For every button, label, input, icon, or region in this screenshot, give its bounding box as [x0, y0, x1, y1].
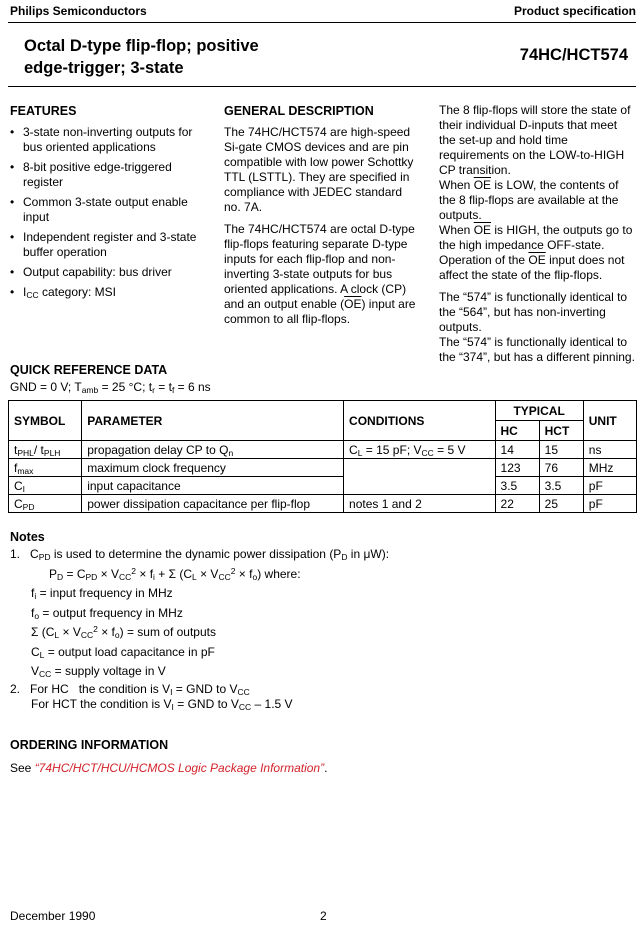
table-row	[9, 441, 637, 459]
hct-cell: 15	[539, 441, 583, 459]
feature-item: • Independent register and 3-state buffer operation	[10, 230, 210, 260]
hc-cell: 22	[495, 495, 539, 513]
feature-item: • Output capability: bus driver	[10, 265, 210, 280]
ordering-heading: ORDERING INFORMATION	[10, 738, 169, 752]
gd-paragraph-1: The 74HC/HCT574 are high-speed Si-gate CMOS devices and are pin compatible with low power Schottky TTL (LSTTL). They are specified in compliance with JEDEC standard no. 7A.	[224, 125, 414, 214]
ordering-see: See	[10, 761, 35, 775]
col-hc: HC	[495, 421, 539, 441]
parameter-cell: propagation delay CP to $Q_n$	[82, 441, 344, 459]
c3-paragraph-5: The “574” is functionally identical to the “374”, but has a different pinning.	[439, 335, 635, 364]
icc-text: category: MSI	[38, 285, 116, 299]
quick-reference-table	[8, 400, 637, 513]
symbol-cell: $C_{PD}$	[9, 495, 82, 513]
unit-cell: pF	[583, 495, 636, 513]
header-rule	[8, 22, 636, 23]
unit-cell: pF	[583, 477, 636, 495]
hc-cell: 14	[495, 441, 539, 459]
parameter-cell: power dissipation capacitance per flip-flop	[82, 495, 344, 513]
gd-paragraph-2	[224, 222, 420, 327]
gd-p2-oe: $\overline{OE}$	[344, 297, 362, 311]
qrd-cond-b: = 25 °C; t	[98, 380, 153, 394]
note-2-line-2: For HCT the condition is V	[31, 696, 172, 711]
gd-p2-b: ) input are common to all flip-flops.	[224, 297, 416, 326]
col-conditions: CONDITIONS	[344, 401, 495, 441]
col-symbol: SYMBOL	[9, 401, 82, 441]
c3-paragraph-1: The 8 flip-flops will store the state of their individual D-inputs that meet the set-up and hold time requirements on the LOW-to-HIGH CP transition.	[439, 103, 631, 177]
c3-paragraph-4: The “574” is functionally identical to the “564”, but has non-inverting outputs.	[439, 290, 628, 334]
col-hct: HCT	[539, 421, 583, 441]
symbol-cell: $f_{max}$	[9, 459, 82, 477]
parameter-cell: maximum clock frequency	[82, 459, 344, 477]
note-1-formula: $P_D = C_{PD} \times V_{CC}^2 \times f_i + \Sigma$ $(C_L \times V_{CC}^2 \times f_o)$ where:	[49, 565, 301, 582]
col-parameter: PARAMETER	[82, 401, 344, 441]
conditions-cell: notes 1 and 2	[344, 495, 495, 513]
note-1-fo: $f_o$ = output frequency in MHz	[31, 605, 183, 621]
features-heading: FEATURES	[10, 104, 77, 118]
general-description-heading: GENERAL DESCRIPTION	[224, 104, 374, 118]
part-number: 74HC/HCT574	[519, 46, 628, 64]
hct-cell: 3.5	[539, 477, 583, 495]
c3-p3-b: is HIGH, the outputs go to the high impedance OFF-state. Operation of the	[439, 223, 633, 267]
c3-p2-b: is LOW, the contents of the 8 flip-flops are available at the outputs.	[439, 178, 619, 222]
ordering-text	[10, 761, 327, 775]
document-title	[24, 35, 259, 79]
ordering-link[interactable]: “74HC/HCT/HCU/HCMOS Logic Package Information”	[34, 761, 325, 775]
feature-item	[10, 285, 210, 300]
note-1-fi: $f_i$ = input frequency in MHz	[31, 586, 173, 601]
table-row	[9, 477, 637, 495]
page-number: 2	[320, 909, 327, 923]
symbol-cell: $t_{PHL}/$ $t_{PLH}$	[9, 441, 82, 459]
hc-cell: 3.5	[495, 477, 539, 495]
hc-cell: 123	[495, 459, 539, 477]
param-text: propagation delay CP to Q	[87, 442, 229, 457]
hct-cell: 25	[539, 495, 583, 513]
ordering-period: .	[324, 761, 328, 775]
icc-sub: CC	[26, 290, 39, 300]
title-line-1: Octal D-type flip-flop; positive	[24, 37, 259, 55]
c3-p3-oe2: $\overline{OE}$	[528, 253, 546, 267]
title-rule	[8, 86, 636, 87]
note-2-second: For HCT the condition is $V_I$ = GND to $V_{CC} - 1.5$ V	[31, 696, 293, 712]
note-2-tail: – 1.5 V	[251, 696, 293, 711]
note-1: 1. $C_{PD}$ is used to determine the dynamic power dissipation ($P_D$ in μW):	[10, 547, 390, 562]
company-name: Philips Semiconductors	[10, 4, 147, 18]
note-1-number: 1.	[10, 547, 21, 561]
c3-paragraph-3	[439, 223, 637, 283]
qrd-heading: QUICK REFERENCE DATA	[10, 363, 168, 377]
parameter-cell: input capacitance	[82, 477, 344, 495]
col-typical: TYPICAL	[495, 401, 583, 421]
note-1-sum: Σ $(C_L \times V_{CC}^2 \times f_o)$ = sum of outputs	[31, 624, 216, 640]
unit-cell: MHz	[583, 459, 636, 477]
c3-p3-a: When	[439, 223, 474, 237]
conditions-cell	[344, 459, 495, 477]
conditions-cell: $C_L = 15$ pF; $V_{CC} = 5$ V	[344, 441, 495, 459]
document-type: Product specification	[513, 4, 636, 18]
c3-p3-c: input does not affect the state of the flip-flops.	[439, 253, 625, 282]
feature-item: • 8-bit positive edge-triggered register	[10, 160, 210, 190]
gd-p2-a: The 74HC/HCT574 are octal D-type flip-flops featuring separate D-type inputs for each flip-flop and non-inverting 3-state outputs for bus oriented applications. A clock (CP) and an output enable (	[224, 222, 415, 311]
conditions-cell	[344, 477, 495, 495]
note-1-vcc: $V_{CC}$ = supply voltage in V	[31, 664, 166, 679]
description-column-3	[439, 103, 637, 365]
c3-p2-a: When	[439, 178, 474, 192]
icc-symbol: I	[23, 285, 27, 299]
hct-cell: 76	[539, 459, 583, 477]
symbol-cell: $C_I$	[9, 477, 82, 495]
table-row	[9, 459, 637, 477]
c3-paragraph-2	[439, 178, 637, 223]
feature-item: • Common 3-state output enable input	[10, 195, 210, 225]
table-row	[9, 495, 637, 513]
note-1-cl: $C_L$ = output load capacitance in pF	[31, 644, 215, 660]
qrd-conditions: GND = 0 V; $T_{amb} = 25$ °C; $t_r = t_f = 6$ ns	[10, 380, 211, 395]
qrd-cond-sub: amb	[81, 385, 99, 395]
table-header-row	[9, 401, 637, 421]
qrd-cond-a: GND = 0 V; T	[10, 380, 82, 394]
footer-date: December 1990	[10, 909, 96, 923]
col-unit: UNIT	[583, 401, 636, 441]
features-list	[10, 125, 210, 305]
general-description-body	[224, 125, 420, 334]
notes-body	[10, 545, 630, 712]
c3-p2-oe: $\overline{OE}$	[473, 178, 492, 192]
note-2-number: 2.	[10, 681, 21, 696]
title-line-2: edge-trigger; 3-state	[24, 59, 184, 77]
note-2: 2. For HC the condition is $V_I$ = GND to $V_{CC}$	[10, 681, 250, 697]
c3-p3-oe: $\overline{OE}$	[473, 223, 492, 237]
unit-cell: ns	[583, 441, 636, 459]
feature-item: • 3-state non-inverting outputs for bus oriented applications	[10, 125, 210, 155]
notes-heading: Notes	[10, 530, 45, 544]
note-2-line-1: For HC the condition is V	[30, 681, 171, 696]
